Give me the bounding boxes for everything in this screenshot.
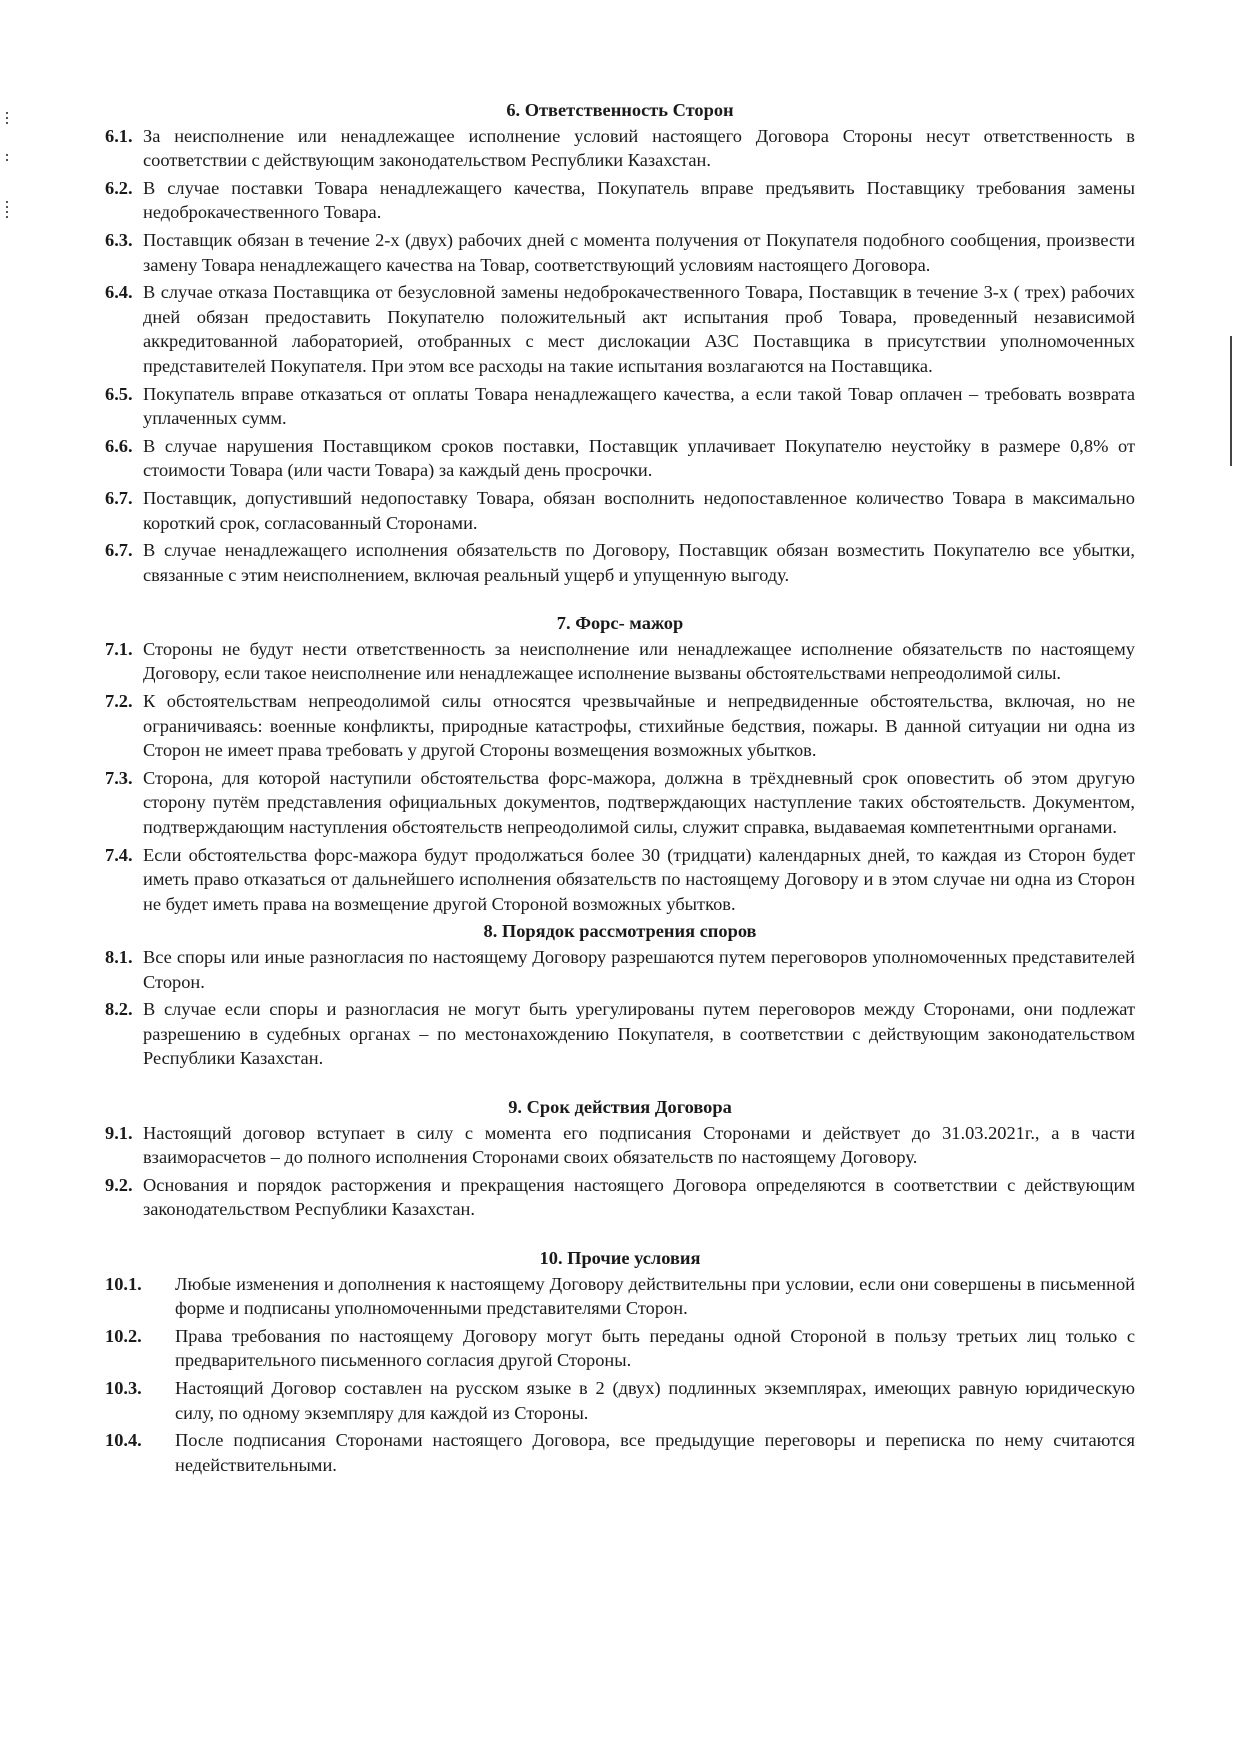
clause-number: 6.7. [105,487,133,508]
section-term [105,1095,1135,1222]
document-body [105,98,1135,1480]
clause [105,1324,1135,1373]
section-title: 8. Порядок рассмотрения споров [483,921,757,942]
section-title: 9. Срок действия Договора [508,1096,732,1117]
clause-number: 6.2. [105,177,133,198]
clause [105,843,1135,917]
clause-text: Права требования по настоящему Договору могут быть переданы одной Стороной в пользу третьих лиц только с предварительного письменного согласия другой Стороны. [175,1325,1135,1371]
clause-text: В случае ненадлежащего исполнения обязательств по Договору, Поставщик обязан возместить Покупателю все убытки, связанные с этим неисполнением, включая реальный ущерб и упущенную выгоду. [143,540,1135,585]
clause-number: 6.4. [105,282,133,303]
clause [105,228,1135,277]
clause-number: 6.5. [105,383,133,404]
section-liability [105,98,1135,587]
clause [105,689,1135,763]
clause-text: В случае поставки Товара ненадлежащего качества, Покупатель вправе предъявить Поставщику требования замены недоброкачественного Товара. [143,177,1135,223]
clause-text: Поставщик, допустивший недопоставку Товара, обязан восполнить недопоставленное количество Товара в максимально короткий срок, согласованный Сторонами. [143,487,1135,533]
clause-number: 10.1. [105,1273,142,1294]
clause-text: В случае нарушения Поставщиком сроков поставки, Поставщик уплачивает Покупателю неустойку в размере 0,8% от стоимости Товара (или части Товара) за каждый день просрочки. [143,435,1135,481]
clause-text: Сторона, для которой наступили обстоятельства форс-мажора, должна в трёхдневный срок оповестить об этом другую сторону путём представления официальных документов, подтверждающих наступление таких обстоятельств. Документом, подтверждающим наступления обстоятельств непреодолимой силы, служит справка, выдаваемая компетентными органами. [143,767,1135,838]
clause-text: Если обстоятельства форс-мажора будут продолжаться более 30 (тридцати) календарных дней, то каждая из Сторон будет иметь право отказаться от дальнейшего исполнения обязательств по настоящему Договору и в этом случае ни одна из Сторон не будет иметь права на возмещение другой Стороной возможных убытков. [143,844,1135,914]
clause-text: Основания и порядок расторжения и прекращения настоящего Договора определяются в соответствии с действующим законодательством Республики Казахстан. [143,1174,1135,1220]
clause-text: После подписания Сторонами настоящего Договора, все предыдущие переговоры и переписка по нему считаются недействительными. [175,1430,1135,1475]
clause-number: 10.3. [105,1377,142,1398]
clause-text: Все споры или иные разногласия по настоящему Договору разрешаются путем переговоров уполномоченных представителей Сторон. [143,947,1135,992]
scan-margin-marks [6,112,10,221]
clause-number: 8.1. [105,947,133,967]
clause [105,1376,1135,1425]
clause-number: 8.2. [105,999,133,1020]
section-title: 7. Форс- мажор [556,613,684,634]
section-force-majeure [105,611,1135,916]
clause-text: В случае отказа Поставщика от безусловной замены недоброкачественного Товара, Поставщик в течение 3-х ( трех) рабочих дней обязан предоставить Покупателю положительный акт испытания проб Товара, проведенный независимой аккредитованной лабораторией, отобранных с мест дислокации АЗС Поставщика в присутствии уполномоченных представителей Покупателя. При этом все расходы на такие испытания возлагаются на Поставщика. [143,282,1135,376]
clause [105,124,1135,173]
scan-edge-line [1230,336,1232,466]
clause-number: 7.1. [105,638,133,659]
clause [105,538,1135,587]
clause-number: 9.2. [105,1174,133,1195]
clause-number: 7.2. [105,691,133,712]
clause [105,176,1135,225]
clause-number: 7.3. [105,767,133,788]
clause-text: Настоящий Договор составлен на русском языке в 2 (двух) подлинных экземплярах, имеющих равную юридическую силу, по одному экземпляру для каждой из Стороны. [175,1377,1135,1423]
clause-number: 6.6. [105,435,133,456]
clause-number: 10.4. [105,1430,142,1451]
clause [105,637,1135,686]
clause [105,945,1135,994]
clause-text: За неисполнение или ненадлежащее исполнение условий настоящего Договора Стороны несут ответственность в соответствии с действующим законодательством Республики Казахстан. [143,125,1135,171]
clause [105,280,1135,378]
clause [105,1428,1135,1477]
clause-text: Покупатель вправе отказаться от оплаты Товара ненадлежащего качества, а если такой Товар оплачен – требовать возврата уплаченных сумм. [143,383,1135,429]
clause-text: Стороны не будут нести ответственность за неисполнение или ненадлежащее исполнение обязательств по настоящему Договору, если такое неисполнение или ненадлежащее исполнение вызваны обстоятельствами непреодолимой силы. [143,638,1135,684]
clause-number: 6.7. [105,540,133,561]
clause-number: 6.1. [105,125,133,146]
clause [105,766,1135,840]
clause [105,997,1135,1071]
clause-text: В случае если споры и разногласия не могут быть урегулированы путем переговоров между Сторонами, они подлежат разрешению в судебных органах – по местонахождению Покупателя, в соответствии с действующим законодательством Республики Казахстан. [143,999,1135,1069]
clause-number: 7.4. [105,844,133,865]
clause-text: Любые изменения и дополнения к настоящему Договору действительны при условии, если они совершены в письменной форме и подписаны уполномоченными представителями Сторон. [175,1273,1135,1319]
clause [105,1272,1135,1321]
section-other-terms [105,1246,1135,1477]
section-title: 10. Прочие условия [539,1247,701,1268]
section-title: 6. Ответственность Сторон [506,100,734,120]
section-disputes [105,919,1135,1071]
clause [105,434,1135,483]
clause [105,1121,1135,1170]
clause [105,1173,1135,1222]
clause [105,486,1135,535]
clause-text: Поставщик обязан в течение 2-х (двух) рабочих дней с момента получения от Покупателя подобного сообщения, произвести замену Товара ненадлежащего качества на Товар, соответствующий условиям настоящего Договора. [143,229,1135,275]
clause-number: 6.3. [105,229,133,250]
clause-text: К обстоятельствам непреодолимой силы относятся чрезвычайные и непредвиденные обстоятельства, включая, но не ограничиваясь: военные конфликты, природные катастрофы, стихийные бедствия, пожары. В данной ситуации ни одна из Сторон не имеет права требовать у другой Стороны возмещения возможных убытков. [143,691,1135,761]
clause [105,382,1135,431]
clause-number: 10.2. [105,1325,142,1346]
clause-number: 9.1. [105,1122,133,1143]
clause-text: Настоящий договор вступает в силу с момента его подписания Сторонами и действует до 31.03.2021г., а в части взаиморасчетов – до полного исполнения Сторонами своих обязательств по настоящему Договору. [143,1122,1135,1168]
